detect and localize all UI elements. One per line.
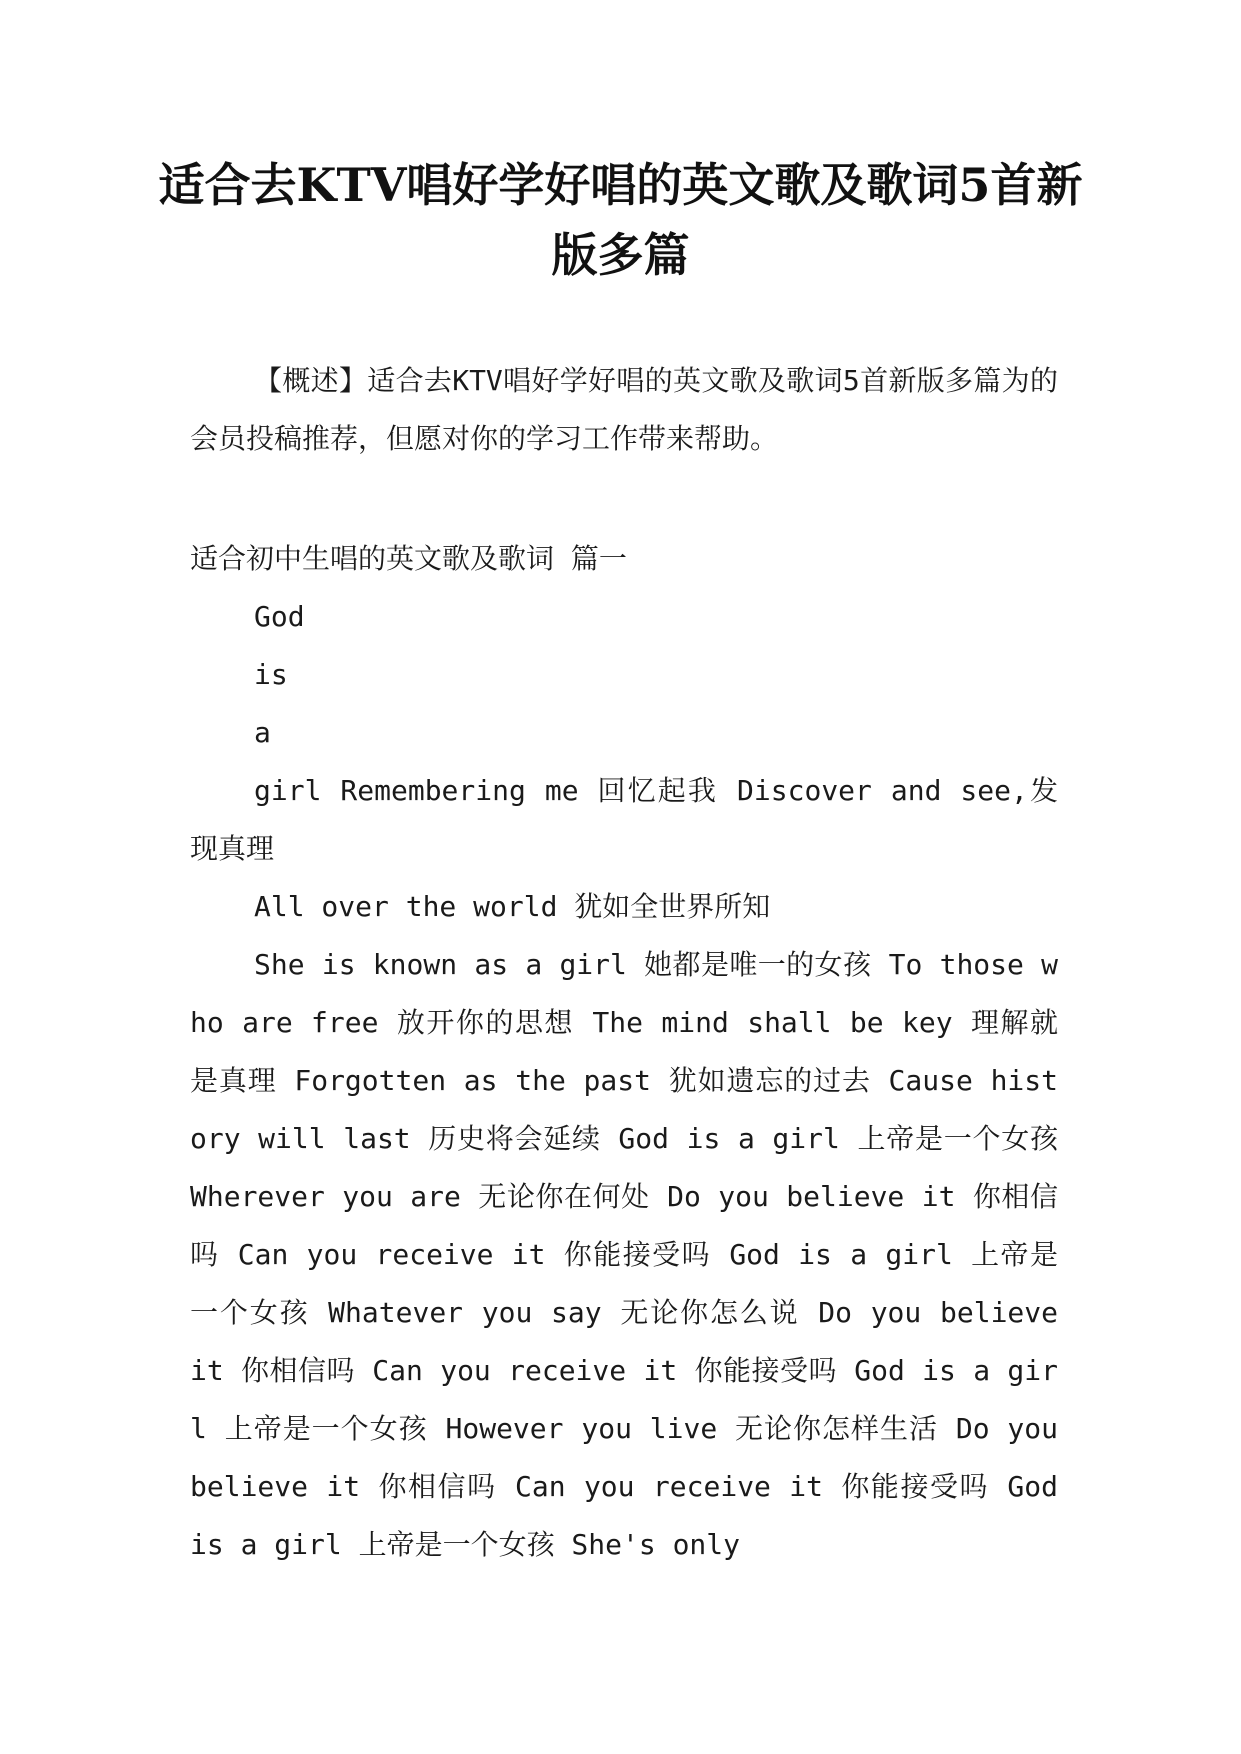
section-heading: 适合初中生唱的英文歌及歌词 篇一 (190, 542, 627, 575)
lyrics-line: is (254, 658, 288, 691)
lyrics-paragraph: She is known as a girl 她都是唯一的女孩 To those who are free 放开你的思想 The mind shall be key 理解就是真理 Forgotten as the past 犹如遗忘的过去 Cause history will last 历史将会延续 God is a girl 上帝是一个女孩 Wherever you are 无论你在何处 Do you believe it 你相信吗 Can you receive it 你能接受吗 God is a girl 上帝是一个女孩 Whatever you say 无论你怎么说 Do you believe it 你相信吗 Can you receive it 你能接受吗 God is a girl 上帝是一个女孩 However you live 无论你怎样生活 Do you believe it 你相信吗 Can you receive it 你能接受吗 God is a girl 上帝是一个女孩 She's only (190, 948, 1058, 1561)
document-title: 适合去KTV唱好学好唱的英文歌及歌词5首新版多篇 (158, 158, 1083, 282)
lyrics-line: girl Remembering me 回忆起我 Discover and see,发现真理 (190, 774, 1058, 865)
lyrics-line: All over the world 犹如全世界所知 (254, 890, 771, 923)
lyrics-block (190, 588, 1058, 1574)
lyrics-line: a (254, 716, 271, 749)
lyrics-line: God (254, 600, 305, 633)
summary-paragraph: 【概述】适合去KTV唱好学好唱的英文歌及歌词5首新版多篇为的会员投稿推荐，但愿对你的学习工作带来帮助。 (190, 364, 1058, 455)
